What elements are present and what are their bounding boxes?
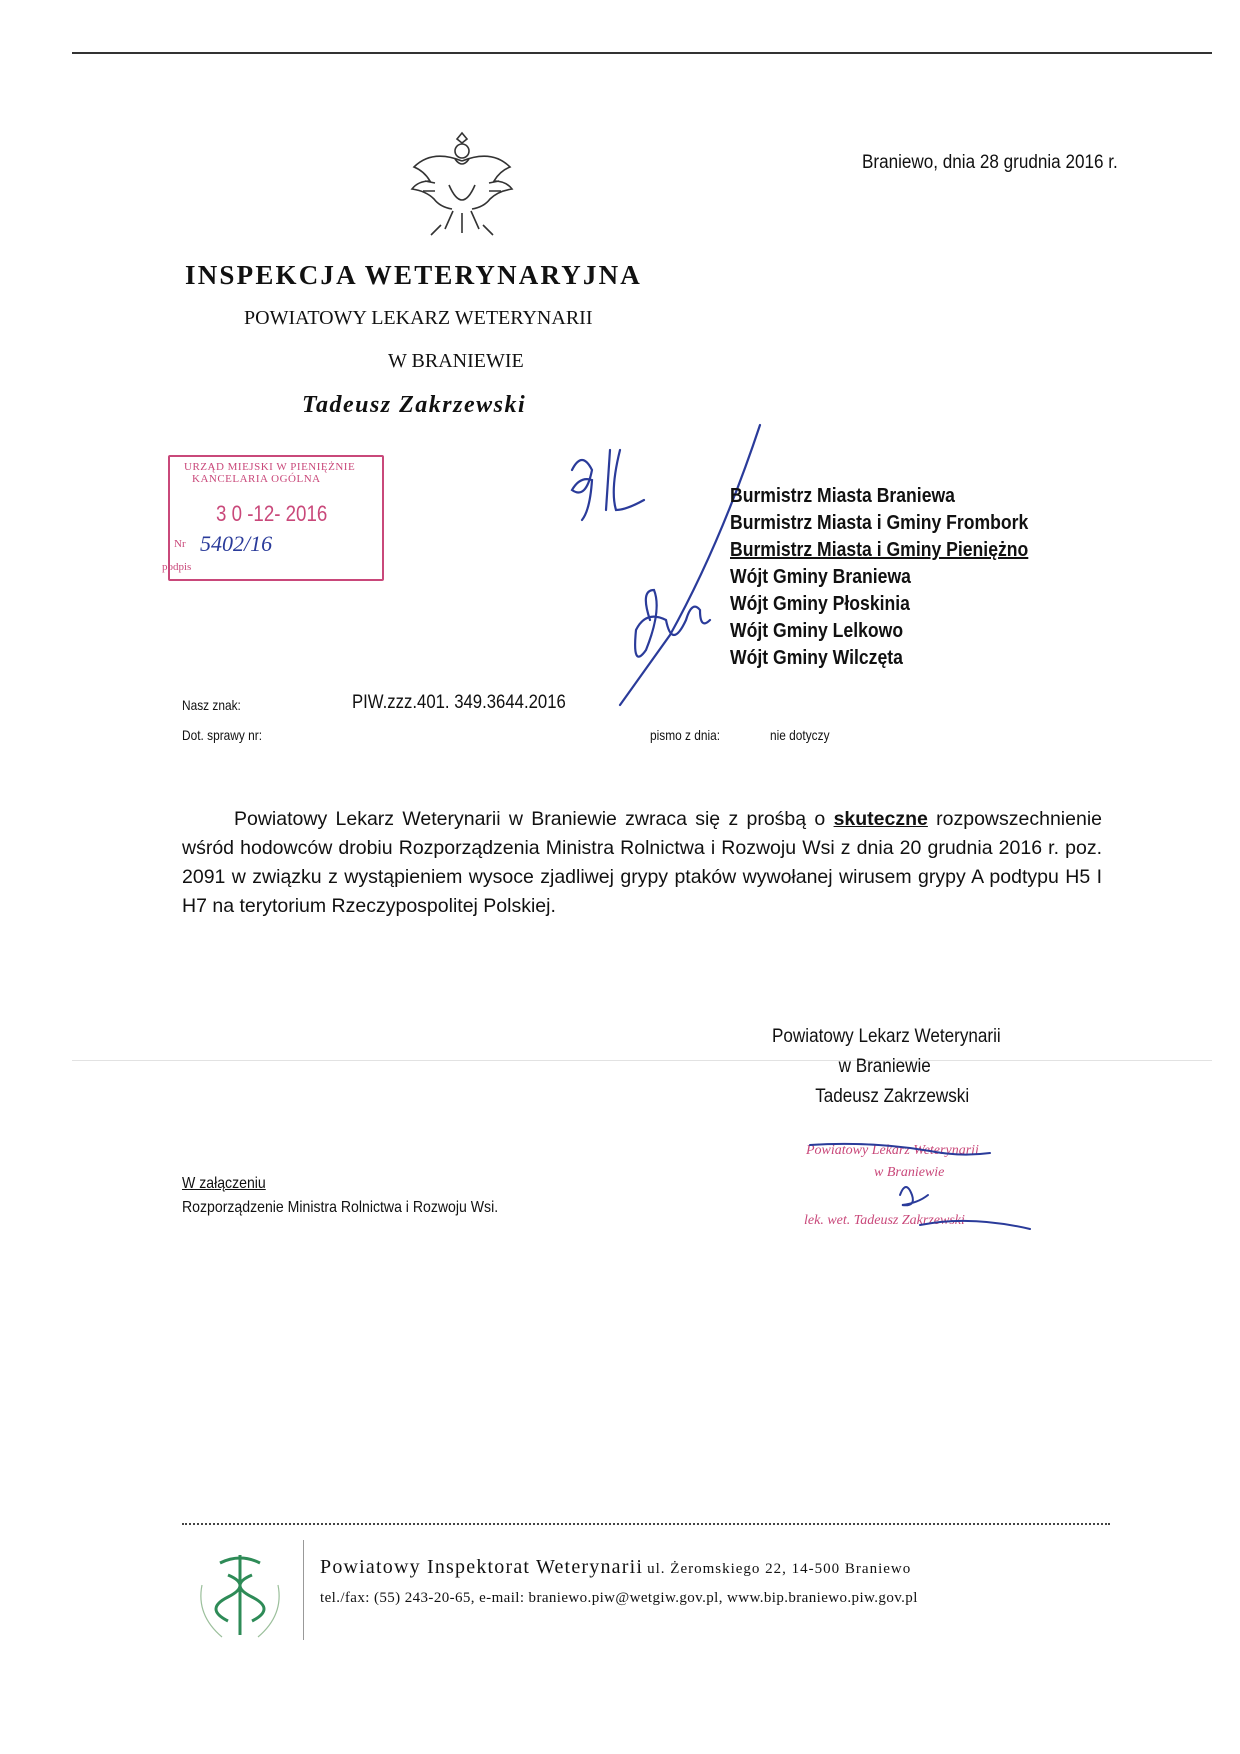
signature-stamp-location: w Braniewie [874,1165,945,1180]
our-ref-label: Nasz znak: [182,697,241,713]
letter-date-label: pismo z dnia: [650,727,721,743]
recipient: Burmistrz Miasta i Gminy Pieniężno [730,539,1029,561]
stamp-date: 3 0 -12- 2016 [216,501,328,526]
date-line: Braniewo, dnia 28 grudnia 2016 r. [862,152,1118,173]
recipient: Wójt Gminy Lelkowo [730,620,904,642]
signature-block [772,1022,1032,1112]
signature-scribble [800,1135,1060,1245]
footer-org: Powiatowy Inspektorat Weterynarii [320,1556,644,1578]
attachment-item: Rozporządzenie Ministra Rolnictwa i Rozwoju Wsi. [182,1199,499,1216]
stamp-nr-value: 5402/16 [200,531,273,556]
case-no-label: Dot. sprawy nr: [182,727,263,743]
received-stamp [162,455,384,581]
recipients-list [730,483,1069,672]
attachment-title: W załączeniu [182,1175,266,1192]
recipient: Burmistrz Miasta i Gminy Frombork [730,512,1029,534]
stamp-department: KANCELARIA OGÓLNA [192,473,321,485]
organization-name: INSPEKCJA WETERYNARYJNA [185,260,643,290]
signature-location: w Braniewie [838,1056,931,1077]
recipient: Wójt Gminy Wilczęta [730,647,903,669]
body-text-end: rozpowszechnienie wśród hodowców drobiu Rozporządzenia Ministra Rolnictwa i Rozwoju Wsi z dnia 20 grudnia 2016 r. poz. 2091 w związku z wystąpieniem wysoce zjadliwej grypy ptaków wywołanej wirusem grypy A podtypu H5 I H7 na terytorium Rzeczypospolitej Polskiej. [182,808,1102,917]
signature-stamp-title: Powiatowy Lekarz Weterynarii [806,1143,979,1158]
attachment-block [182,1172,541,1220]
caduceus-logo-icon [190,1545,290,1645]
organization-person: Tadeusz Zakrzewski [302,392,527,418]
stamp-nr-label: Nr [174,538,186,550]
organization-subtitle: POWIATOWY LEKARZ WETERYNARII [244,307,593,329]
scan-artifact-line [72,1060,1212,1061]
footer-divider [303,1540,304,1640]
signature-title: Powiatowy Lekarz Weterynarii [772,1026,1001,1047]
signature-stamp-name: lek. wet. Tadeusz Zakrzewski [804,1213,965,1228]
recipient: Wójt Gminy Płoskinia [730,593,910,615]
top-rule [72,52,1212,54]
body-text-start: Powiatowy Lekarz Weterynarii w Braniewie zwraca się z prośbą o [234,808,834,830]
footer-address: ul. Żeromskiego 22, 14-500 Braniewo [647,1561,912,1577]
stamp-sign-label: podpis [162,561,192,573]
eagle-emblem-icon [405,125,520,245]
organization-location: W BRANIEWIE [388,350,524,372]
our-ref-value: PIW.zzz.401. 349.3644.2016 [352,692,566,713]
signature-stamp [800,1135,1060,1245]
body-text [182,805,1102,921]
recipient: Wójt Gminy Braniewa [730,566,911,588]
footer-rule [182,1523,1110,1525]
recipient: Burmistrz Miasta Braniewa [730,485,955,507]
body-emphasis: skuteczne [833,808,928,830]
stamp-office: URZĄD MIEJSKI W PIENIĘŻNIE [184,461,356,473]
footer-contact: tel./fax: (55) 243-20-65, e-mail: braniewo.piw@wetgiw.gov.pl, www.bip.braniewo.piw.gov.pl [320,1590,918,1606]
footer-line [320,1556,911,1579]
letter-date-value: nie dotyczy [770,727,830,743]
signature-name: Tadeusz Zakrzewski [815,1086,970,1107]
